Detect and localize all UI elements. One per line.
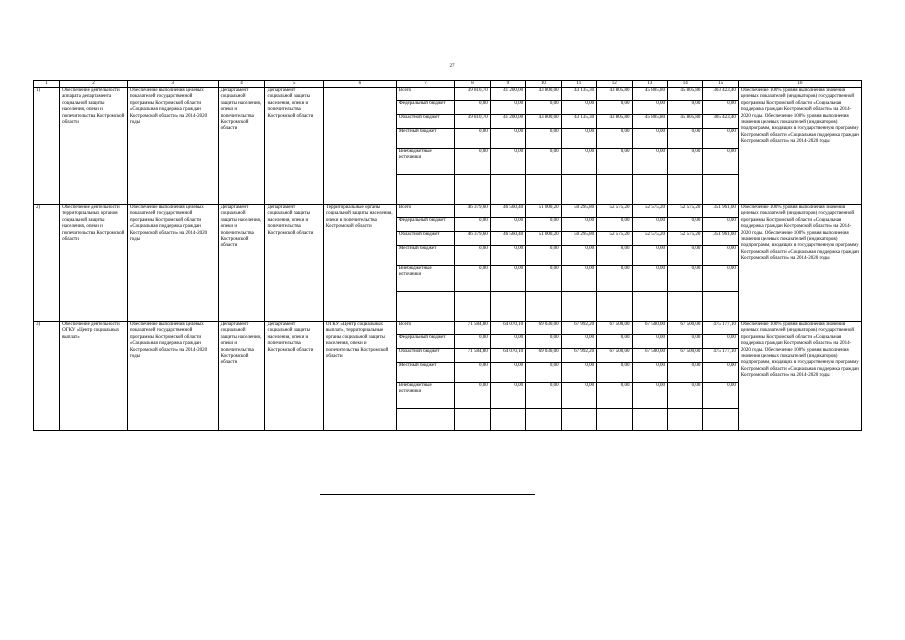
- amount-cell: 0,00: [703, 246, 738, 266]
- amount-cell: 67 500,00: [667, 349, 702, 363]
- customer: Департамент социальной защиты населения, опеки и попечительства Костромской области: [218, 88, 265, 205]
- amount-cell: 0,00: [632, 363, 667, 383]
- amount-cell: 0,00: [597, 335, 632, 349]
- amount-cell: 0,00: [490, 335, 525, 349]
- amount-cell: 43 135,30: [561, 115, 596, 129]
- activity-name: Обеспечение деятельности территориальных органов социальной защиты населения, опеки и попечительства Костромской области: [60, 205, 128, 322]
- amount-cell: 0,00: [632, 101, 667, 115]
- header-col-8: 8: [455, 81, 490, 88]
- amount-cell: 46 560,40: [490, 232, 525, 246]
- funding-source: Местный бюджет: [396, 129, 454, 149]
- amount-cell: 0,00: [632, 383, 667, 409]
- amount-cell: 0,00: [561, 363, 596, 383]
- empty-cell: [561, 409, 596, 431]
- funding-source: Областной бюджет: [396, 232, 454, 246]
- header-col-3: 3: [127, 81, 218, 88]
- amount-cell: 45 805,80: [632, 115, 667, 129]
- empty-cell: [597, 292, 632, 322]
- amount-cell: 0,00: [597, 101, 632, 115]
- header-col-16: 16: [738, 81, 861, 88]
- table-row: [34, 322, 862, 335]
- empty-cell: [703, 175, 738, 205]
- amount-cell: 475 177,10: [703, 322, 738, 335]
- amount-cell: 0,00: [703, 266, 738, 292]
- amount-cell: 52 575,20: [667, 205, 702, 218]
- header-col-13: 13: [632, 81, 667, 88]
- co-executor: Территориальные органы социальной защиты населения, опеки и попечительства Костромской области: [323, 205, 396, 322]
- amount-cell: 0,00: [526, 363, 561, 383]
- amount-cell: 67 992,20: [561, 322, 596, 335]
- activity-name: Обеспечение деятельности ОГКУ «Центр социальных выплат»: [60, 322, 128, 431]
- amount-cell: 51 000,20: [526, 205, 561, 218]
- amount-cell: 67 992,20: [561, 349, 596, 363]
- amount-cell: 0,00: [561, 246, 596, 266]
- amount-cell: 351 961,60: [703, 205, 738, 218]
- amount-cell: 0,00: [490, 101, 525, 115]
- amount-cell: 0,00: [703, 101, 738, 115]
- co-executor: ОГКУ «Центр социальных выплат», территориальные органы социальной защиты населения, опеки и попечительства Костромской области: [323, 322, 396, 431]
- amount-cell: 67 500,00: [597, 349, 632, 363]
- amount-cell: 0,00: [526, 383, 561, 409]
- funding-source: Местный бюджет: [396, 246, 454, 266]
- amount-cell: 0,00: [667, 246, 702, 266]
- amount-cell: 52 575,20: [597, 205, 632, 218]
- amount-cell: 43 805,80: [597, 88, 632, 101]
- amount-cell: 0,00: [632, 129, 667, 149]
- empty-cell: [490, 409, 525, 431]
- amount-cell: 305 423,40: [703, 115, 738, 129]
- amount-cell: 71 584,80: [455, 349, 490, 363]
- empty-cell: [667, 175, 702, 205]
- amount-cell: 0,00: [526, 129, 561, 149]
- amount-cell: 0,00: [490, 383, 525, 409]
- amount-cell: 0,00: [703, 218, 738, 232]
- funding-source: Федеральный бюджет: [396, 101, 454, 115]
- amount-cell: 0,00: [597, 149, 632, 175]
- amount-cell: 303 423,40: [703, 88, 738, 101]
- amount-cell: 0,00: [632, 335, 667, 349]
- funding-source: Местный бюджет: [396, 363, 454, 383]
- amount-cell: 39 810,70: [455, 88, 490, 101]
- amount-cell: 0,00: [490, 149, 525, 175]
- header-col-14: 14: [667, 81, 702, 88]
- amount-cell: 0,00: [526, 149, 561, 175]
- funding-source: Федеральный бюджет: [396, 218, 454, 232]
- amount-cell: 0,00: [561, 335, 596, 349]
- amount-cell: 50 295,80: [561, 232, 596, 246]
- amount-cell: 0,00: [455, 383, 490, 409]
- amount-cell: 67 500,00: [597, 322, 632, 335]
- amount-cell: 71 584,80: [455, 322, 490, 335]
- amount-cell: 46 379,60: [455, 232, 490, 246]
- activity-goal: Обеспечение выполнения целевых показателей государственной программы Костромской области «Социальная поддержка граждан Костромской области» на 2014-2020 годы: [127, 322, 218, 431]
- empty-cell: [396, 292, 454, 322]
- responsible-executor: Департамент социальной защиты населения, опеки и попечительства Костромской области: [265, 205, 323, 322]
- amount-cell: 0,00: [632, 218, 667, 232]
- empty-cell: [561, 292, 596, 322]
- header-col-12: 12: [597, 81, 632, 88]
- amount-cell: 41 200,00: [490, 88, 525, 101]
- empty-cell: [597, 409, 632, 431]
- amount-cell: 0,00: [561, 149, 596, 175]
- expected-result: Обеспечение 100% уровня выполнения значения целевых показателей (индикаторов) государственной программы Костромской области «Социальная поддержка граждан Костромской области» на 2014-2020 годы. Обеспечение 100% уровня выполнения значения целевых показателей (индикаторов) подпрограмм, входящих в государственную программу Костромской области «Социальная поддержка граждан Костромской области» на 2014-2020 годы: [738, 88, 861, 205]
- amount-cell: 45 805,80: [667, 88, 702, 101]
- funding-source: Областной бюджет: [396, 349, 454, 363]
- empty-cell: [632, 292, 667, 322]
- amount-cell: 0,00: [561, 218, 596, 232]
- amount-cell: 0,00: [667, 149, 702, 175]
- amount-cell: 0,00: [667, 335, 702, 349]
- amount-cell: 0,00: [561, 266, 596, 292]
- empty-cell: [667, 292, 702, 322]
- amount-cell: 0,00: [597, 218, 632, 232]
- funding-source: Всего: [396, 205, 454, 218]
- amount-cell: 0,00: [703, 363, 738, 383]
- header-col-7: 7: [396, 81, 454, 88]
- amount-cell: 0,00: [561, 383, 596, 409]
- empty-cell: [632, 175, 667, 205]
- amount-cell: 0,00: [455, 129, 490, 149]
- amount-cell: 67 500,00: [632, 322, 667, 335]
- co-executor: [323, 88, 396, 205]
- empty-cell: [703, 409, 738, 431]
- amount-cell: 0,00: [490, 363, 525, 383]
- expected-result: Обеспечение 100% уровня выполнения значения целевых показателей (индикаторов) государственной программы Костромской области «Социальная поддержка граждан Костромской области» на 2014-2020 годы. Обеспечение 100% уровня выполнения значения целевых показателей (индикаторов) подпрограмм, входящих в государственную программу Костромской области «Социальная поддержка граждан Костромской области» на 2014-2020 годы: [738, 205, 861, 322]
- amount-cell: 67 500,00: [667, 322, 702, 335]
- table-row: [34, 88, 862, 101]
- empty-cell: [455, 409, 490, 431]
- row-number: 2): [34, 205, 60, 322]
- customer: Департамент социальной защиты населения, опеки и попечительства Костромской области: [218, 322, 265, 431]
- amount-cell: 52 575,20: [667, 232, 702, 246]
- amount-cell: 0,00: [632, 246, 667, 266]
- amount-cell: 0,00: [526, 266, 561, 292]
- header-col-10: 10: [526, 81, 561, 88]
- amount-cell: 0,00: [597, 363, 632, 383]
- amount-cell: 43 805,80: [597, 115, 632, 129]
- amount-cell: 52 575,20: [632, 205, 667, 218]
- amount-cell: 64 070,10: [490, 349, 525, 363]
- amount-cell: 43 800,00: [526, 115, 561, 129]
- amount-cell: 0,00: [455, 101, 490, 115]
- amount-cell: 0,00: [667, 101, 702, 115]
- funding-source: Внебюджетные источники: [396, 383, 454, 409]
- amount-cell: 0,00: [526, 246, 561, 266]
- amount-cell: 0,00: [597, 129, 632, 149]
- empty-cell: [490, 175, 525, 205]
- header-col-2: 2: [60, 81, 128, 88]
- header-col-6: 6: [323, 81, 396, 88]
- header-col-15: 15: [703, 81, 738, 88]
- empty-cell: [667, 409, 702, 431]
- amount-cell: 46 560,40: [490, 205, 525, 218]
- amount-cell: 0,00: [667, 218, 702, 232]
- amount-cell: 39 810,70: [455, 115, 490, 129]
- amount-cell: 51 000,20: [526, 232, 561, 246]
- amount-cell: 46 379,60: [455, 205, 490, 218]
- amount-cell: 0,00: [490, 129, 525, 149]
- amount-cell: 0,00: [667, 363, 702, 383]
- amount-cell: 64 070,10: [490, 322, 525, 335]
- header-col-5: 5: [265, 81, 323, 88]
- signature-line: [320, 494, 535, 495]
- responsible-executor: Департамент социальной защиты населения, опеки и попечительства Костромской области: [265, 322, 323, 431]
- amount-cell: 0,00: [597, 246, 632, 266]
- expected-result: Обеспечение 100% уровня выполнения значения целевых показателей (индикаторов) государственной программы Костромской области «Социальная поддержка граждан Костромской области» на 2014-2020 годы. Обеспечение 100% уровня выполнения значения целевых показателей (индикаторов) подпрограмм, входящих в государственную программу Костромской области «Социальная поддержка граждан Костромской области» на 2014-2020 годы: [738, 322, 861, 431]
- empty-cell: [526, 409, 561, 431]
- amount-cell: 0,00: [455, 335, 490, 349]
- funding-source: Внебюджетные источники: [396, 266, 454, 292]
- empty-cell: [526, 292, 561, 322]
- header-col-9: 9: [490, 81, 525, 88]
- amount-cell: 0,00: [597, 383, 632, 409]
- amount-cell: 45 805,80: [667, 115, 702, 129]
- amount-cell: 0,00: [667, 129, 702, 149]
- funding-source: Областной бюджет: [396, 115, 454, 129]
- amount-cell: 0,00: [490, 266, 525, 292]
- amount-cell: 0,00: [703, 335, 738, 349]
- customer: Департамент социальной защиты населения, опеки и попечительства Костромской области: [218, 205, 265, 322]
- amount-cell: 69 030,00: [526, 349, 561, 363]
- empty-cell: [597, 175, 632, 205]
- amount-cell: 0,00: [490, 246, 525, 266]
- amount-cell: 41 200,00: [490, 115, 525, 129]
- amount-cell: 0,00: [455, 266, 490, 292]
- header-row: [34, 81, 862, 88]
- header-col-1: 1: [34, 81, 60, 88]
- empty-cell: [526, 175, 561, 205]
- amount-cell: 0,00: [526, 101, 561, 115]
- amount-cell: 52 575,20: [597, 232, 632, 246]
- amount-cell: 475 177,10: [703, 349, 738, 363]
- amount-cell: 0,00: [455, 149, 490, 175]
- amount-cell: 0,00: [667, 383, 702, 409]
- empty-cell: [455, 175, 490, 205]
- amount-cell: 0,00: [561, 129, 596, 149]
- amount-cell: 0,00: [455, 363, 490, 383]
- amount-cell: 0,00: [526, 335, 561, 349]
- amount-cell: 0,00: [632, 149, 667, 175]
- funding-source: Всего: [396, 322, 454, 335]
- amount-cell: 0,00: [597, 266, 632, 292]
- activity-goal: Обеспечение выполнения целевых показателей государственной программы Костромской области «Социальная поддержка граждан Костромской области» на 2014-2020 годы: [127, 205, 218, 322]
- funding-source: Федеральный бюджет: [396, 335, 454, 349]
- amount-cell: 0,00: [703, 149, 738, 175]
- amount-cell: 43 800,00: [526, 88, 561, 101]
- amount-cell: 43 135,30: [561, 88, 596, 101]
- page-number: 27: [449, 64, 455, 69]
- empty-cell: [561, 175, 596, 205]
- row-number: 1): [34, 88, 60, 205]
- header-col-11: 11: [561, 81, 596, 88]
- activity-goal: Обеспечение выполнения целевых показателей государственной программы Костромской области «Социальная поддержка граждан Костромской области» на 2014-2020 годы: [127, 88, 218, 205]
- amount-cell: 0,00: [703, 129, 738, 149]
- header-col-4: 4: [218, 81, 265, 88]
- amount-cell: 0,00: [526, 218, 561, 232]
- amount-cell: 45 805,80: [632, 88, 667, 101]
- amount-cell: 0,00: [455, 246, 490, 266]
- amount-cell: 0,00: [561, 101, 596, 115]
- amount-cell: 351 961,60: [703, 232, 738, 246]
- row-number: 3): [34, 322, 60, 431]
- empty-cell: [396, 175, 454, 205]
- amount-cell: 0,00: [490, 218, 525, 232]
- amount-cell: 0,00: [632, 266, 667, 292]
- empty-cell: [632, 409, 667, 431]
- amount-cell: 0,00: [455, 218, 490, 232]
- amount-cell: 69 030,00: [526, 322, 561, 335]
- funding-source: Внебюджетные источники: [396, 149, 454, 175]
- table-row: [34, 205, 862, 218]
- empty-cell: [455, 292, 490, 322]
- empty-cell: [396, 409, 454, 431]
- amount-cell: 0,00: [667, 266, 702, 292]
- amount-cell: 52 575,20: [632, 232, 667, 246]
- activity-name: Обеспечение деятельности аппарата департамента социальной защиты населения, опеки и попечительства Костромской области: [60, 88, 128, 205]
- empty-cell: [490, 292, 525, 322]
- funding-source: Всего: [396, 88, 454, 101]
- program-table: [33, 80, 862, 431]
- amount-cell: 0,00: [703, 383, 738, 409]
- amount-cell: 50 295,80: [561, 205, 596, 218]
- responsible-executor: Департамент социальной защиты населения, опеки и попечительства Костромской области: [265, 88, 323, 205]
- amount-cell: 67 500,00: [632, 349, 667, 363]
- empty-cell: [703, 292, 738, 322]
